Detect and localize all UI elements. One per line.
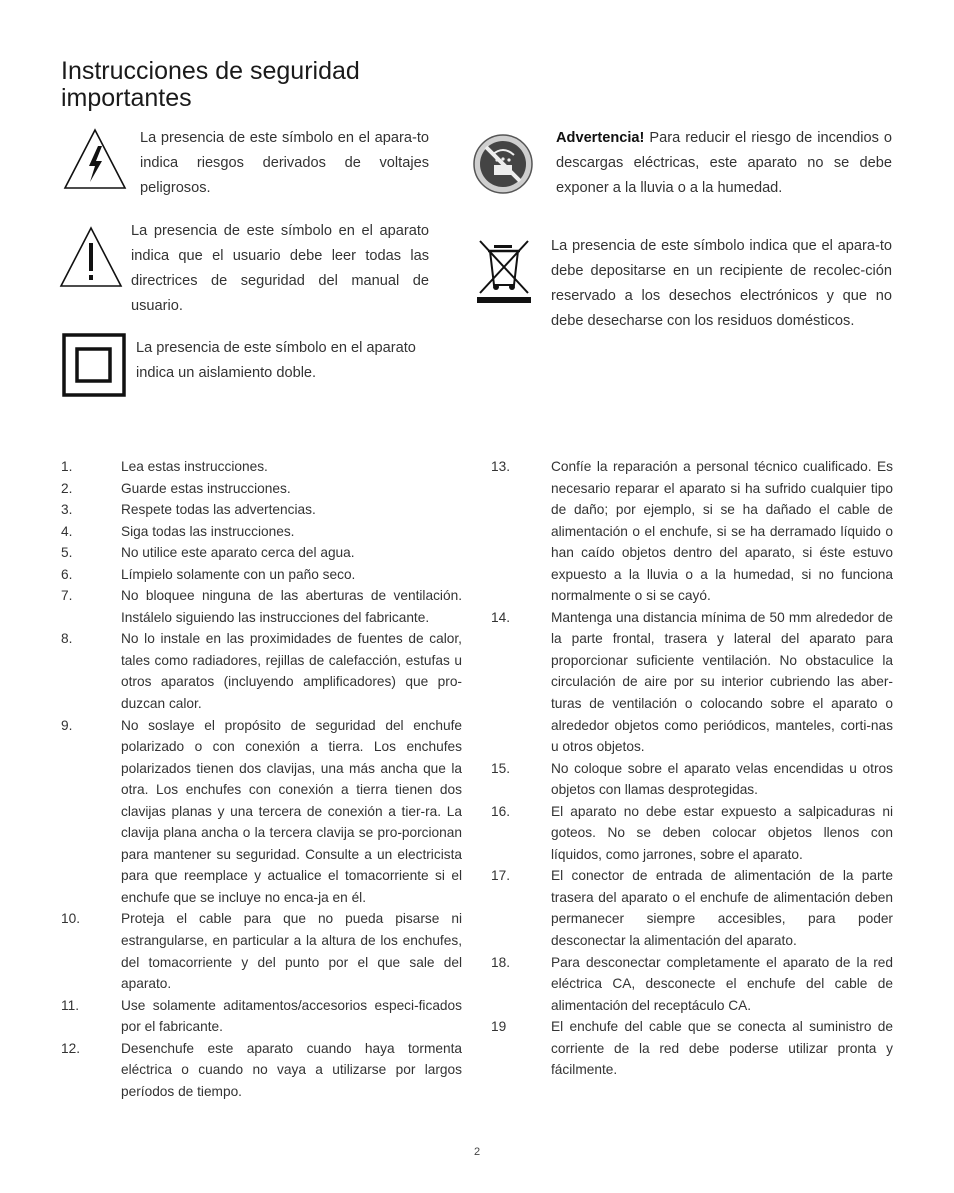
instruction-number: 18. [491,954,511,970]
instruction-number: 16. [491,803,511,819]
instruction-number: 15. [491,760,511,776]
instruction-text: Confíe la reparación a personal técnico cualificado. Es necesario reparar el aparato si ha sufrido cualquier tipo de daño; por ejemplo, si se ha dañado el cable de alimentación o el enchufe, si se ha derramado líquido o han caído objetos dentro del aparato, si éste estuvo expuesto a la lluvia o a la humedad, si no funciona normalmente o si se cayó. [551,459,893,604]
instruction-text: Límpielo solamente con un paño seco. [121,566,356,582]
instruction-item [61,521,462,543]
instruction-number: 19 [491,1019,507,1035]
instruction-number: 9. [61,717,73,733]
page-title: Instrucciones de seguridad importantes [61,57,360,112]
instruction-text: Guarde estas instrucciones. [121,480,291,496]
instruction-number: 12. [61,1040,81,1056]
symbol-voltage-text: La presencia de este símbolo en el apara-to indica riesgos derivados de voltajes peligrosos. [140,130,429,196]
instruction-text: Proteja el cable para que no pueda pisarse ni estrangularse, en particular a la altura de los enchufes, del tomacorriente y del punto por el que sale del aparato. [121,911,462,992]
instruction-text: Use solamente aditamentos/accesorios especi-ficados por el fabricante. [121,997,462,1035]
symbol-no-rain-text [556,126,892,201]
instruction-text: No coloque sobre el aparato velas encendidas u otros objetos con llamas desprotegidas. [551,760,893,798]
instruction-number: 14. [491,609,511,625]
instruction-item [491,952,893,1017]
instruction-item [61,542,462,564]
instruction-number: 17. [491,868,511,884]
crossed-bin-icon [474,235,534,305]
instruction-number: 7. [61,588,73,604]
instruction-number: 8. [61,631,73,647]
instruction-number: 5. [61,545,73,561]
lightning-triangle-icon [62,127,128,191]
instruction-item [491,758,893,801]
instruction-number: 13. [491,459,511,474]
instruction-number: 4. [61,523,73,539]
instruction-text: No bloquee ninguna de las aberturas de ventilación. Instálelo siguiendo las instrucciones del fabricante. [121,588,462,625]
instructions-list-left [61,456,462,1102]
no-rain-icon [472,133,534,195]
instruction-item [61,628,462,714]
instruction-number: 2. [61,480,73,496]
instruction-item [61,456,462,478]
instruction-text: Lea estas instrucciones. [121,459,268,474]
instruction-item [491,607,893,758]
instruction-item [491,801,893,866]
instruction-text: El aparato no debe estar expuesto a salpicaduras ni goteos. No se deben colocar objetos llenos con líquidos, como jarrones, sobre el aparato. [551,803,893,862]
instruction-number: 6. [61,566,73,582]
instruction-number: 3. [61,502,73,518]
instruction-item [61,564,462,586]
page-number: 2 [473,1146,481,1158]
instruction-item [61,995,462,1038]
instruction-text: Siga todas las instrucciones. [121,523,295,539]
exclamation-triangle-icon [58,225,124,289]
instruction-number: 1. [61,459,73,474]
instruction-item [61,908,462,994]
instruction-text: El conector de entrada de alimentación de la parte trasera del aparato o el enchufe de alimentación deben permanecer siempre accesibles, para poder desconectar la alimentación del aparato. [551,868,893,949]
instruction-item [491,1016,893,1081]
double-square-icon [62,333,126,397]
instruction-number: 11. [61,997,80,1013]
instruction-text: No utilice este aparato cerca del agua. [121,545,355,561]
instruction-number: 10. [61,911,81,927]
instruction-item [491,865,893,951]
warning-label: Advertencia! [556,130,645,146]
instruction-item [491,456,893,607]
instruction-text: Desenchufe este aparato cuando haya tormenta eléctrica o cuando no vaya a utilizarse por largos períodos de tiempo. [121,1040,462,1099]
symbol-double-insulation-text: La presencia de este símbolo en el aparato indica un aislamiento doble. [136,340,416,381]
instructions-list-right [491,456,893,1081]
instruction-text: No soslaye el propósito de seguridad del enchufe polarizado o con conexión a tierra. Los enchufes polarizados tienen dos clavijas, una más ancha que la otra. Los enchufes con conexión a tierra tienen dos clavijas planas y una tercera de conexión a tier-ra. La clavija plana ancha o la tercera clavija se pro-porcionan para mantener su seguridad. Consulte a un electricista para que reemplace y actualice el tomacorriente si el enchufe que se incluye no enca-ja en él. [121,717,462,905]
instruction-item [61,478,462,500]
instruction-text: El enchufe del cable que se conecta al suministro de corriente de la red debe poderse utilizar pronta y fácilmente. [551,1019,893,1078]
instruction-item [61,715,462,909]
instruction-text: No lo instale en las proximidades de fuentes de calor, tales como radiadores, rejillas de calefacción, estufas u otros aparatos (incluyendo amplificadores) que pro-duzcan calor. [121,631,462,712]
instruction-item [61,499,462,521]
warning-text: Para reducir el riesgo de incendios o descargas eléctricas, este aparato no se debe exponer a la lluvia o a la humedad. [556,130,892,196]
instruction-item [61,585,462,628]
instruction-text: Para desconectar completamente el aparato de la red eléctrica CA, desconecte el enchufe del cable de alimentación del receptáculo CA. [551,954,893,1013]
symbol-read-manual-text: La presencia de este símbolo en el aparato indica que el usuario debe leer todas las directrices de seguridad del manual de usuario. [131,223,429,314]
instruction-item [61,1038,462,1103]
instruction-text: Mantenga una distancia mínima de 50 mm alrededor de la parte frontal, trasera y lateral del aparato para proporcionar suficiente ventilación. No obstaculice la circulación de aire por su interior cubriendo las aber-turas de ventilación o colocando sobre el aparato o alrededor objetos como periódicos, manteles, corti-nas u otros objetos. [551,609,893,755]
instruction-text: Respete todas las advertencias. [121,502,316,518]
symbol-weee-text: La presencia de este símbolo indica que el apara-to debe depositarse en un recipiente de recolec-ción reservado a los desechos electrónicos y que no debe desecharse con los residuos domésticos. [551,238,892,329]
